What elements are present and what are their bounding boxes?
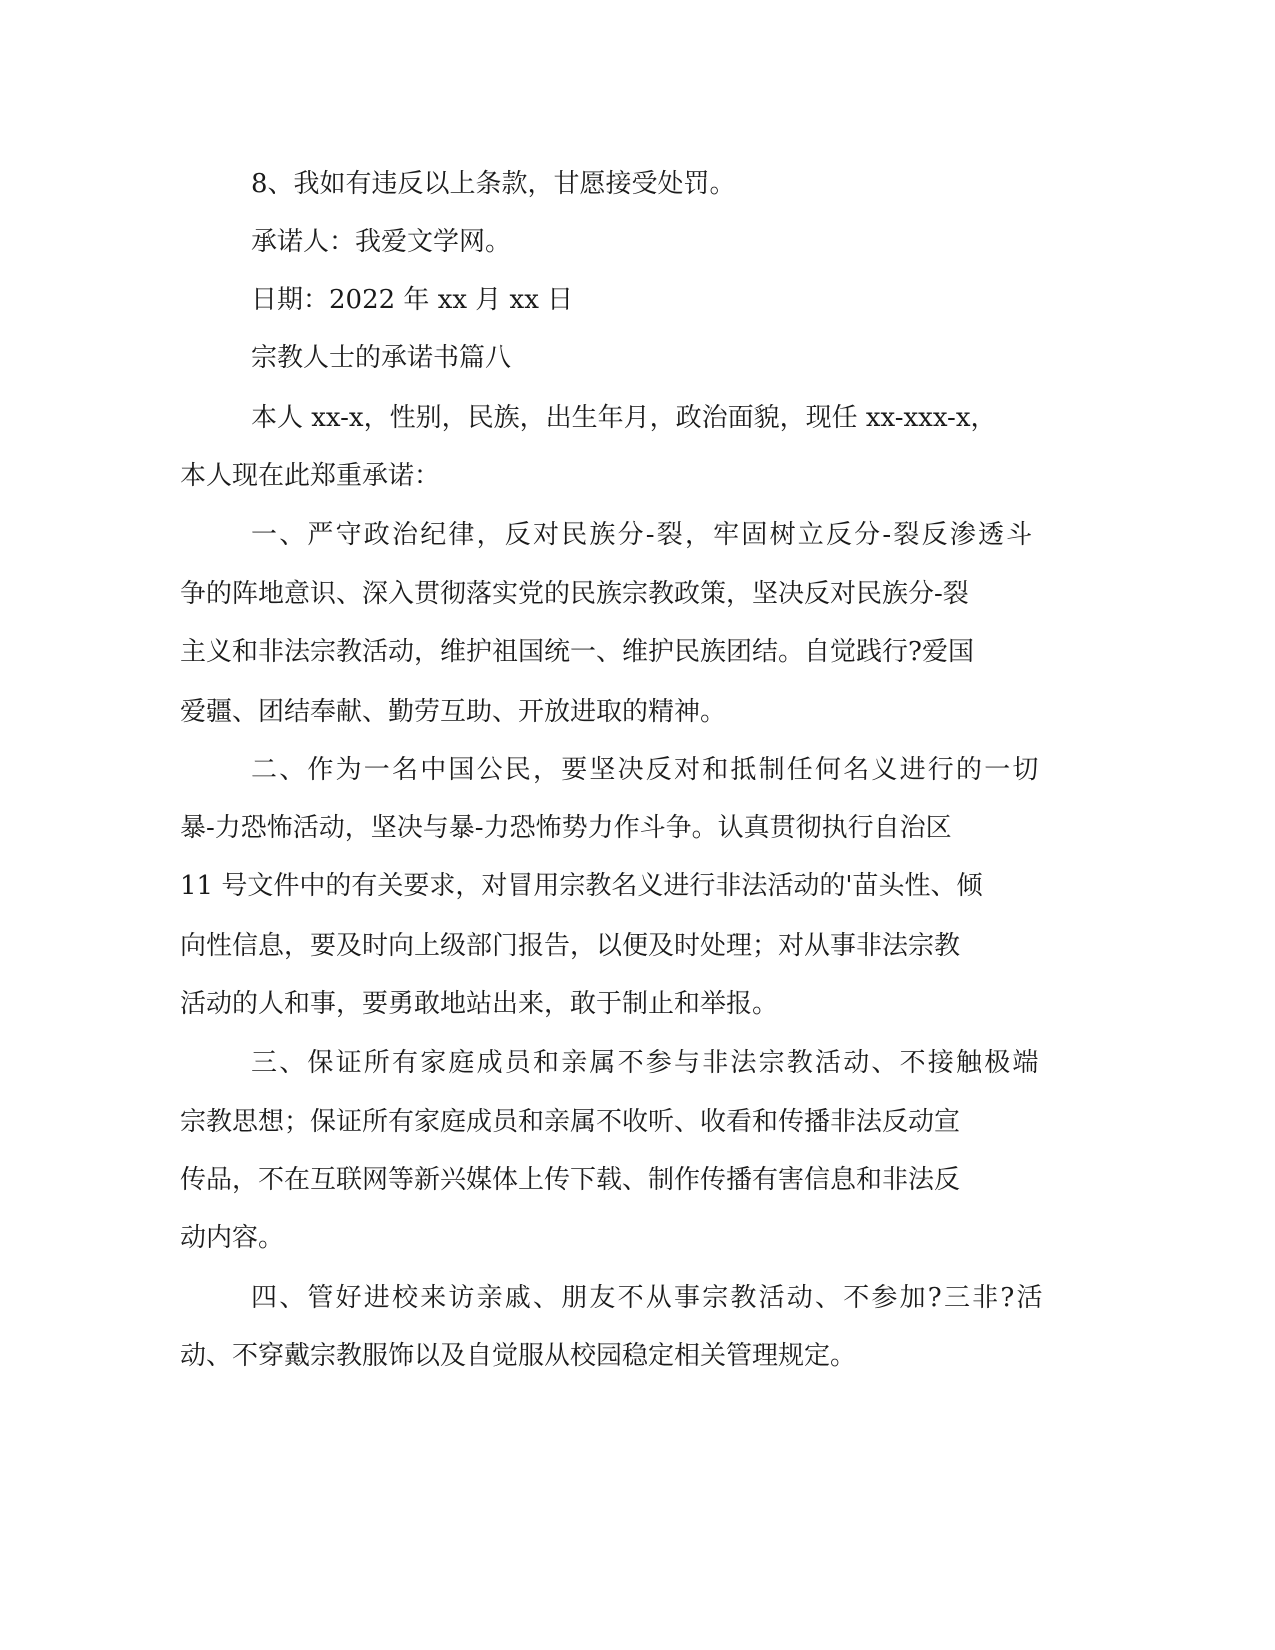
text-line-3: 日期：2022 年 xx 月 xx 日 (251, 285, 574, 315)
text-line-10: 爱疆、团结奉献、勤劳互助、开放进取的精神。 (180, 697, 727, 727)
text-line-21: 动、不穿戴宗教服饰以及自觉服从校园稳定相关管理规定。 (180, 1341, 857, 1371)
text-line-20: 四、管好进校来访亲戚、朋友不从事宗教活动、不参加?三非?活 (251, 1283, 1045, 1313)
text-line-9: 主义和非法宗教活动，维护祖国统一、维护民族团结。自觉践行?爱国 (180, 637, 974, 667)
text-line-12: 暴-力恐怖活动，坚决与暴-力恐怖势力作斗争。认真贯彻执行自治区 (180, 813, 952, 843)
text-line-2: 承诺人：我爱文学网。 (251, 227, 512, 257)
text-line-18: 传品，不在互联网等新兴媒体上传下载、制作传播有害信息和非法反 (180, 1165, 961, 1195)
text-line-4: 宗教人士的承诺书篇八 (251, 343, 512, 373)
text-line-6: 本人现在此郑重承诺： (180, 461, 441, 491)
text-line-16: 三、保证所有家庭成员和亲属不参与非法宗教活动、不接触极端 (251, 1048, 1041, 1078)
text-line-8: 争的阵地意识、深入贯彻落实党的民族宗教政策，坚决反对民族分-裂 (180, 579, 969, 609)
text-line-17: 宗教思想；保证所有家庭成员和亲属不收听、收看和传播非法反动宣 (180, 1107, 961, 1137)
text-line-14: 向性信息，要及时向上级部门报告，以便及时处理；对从事非法宗教 (180, 931, 961, 961)
text-line-11: 二、作为一名中国公民，要坚决反对和抵制任何名义进行的一切 (251, 755, 1041, 785)
text-line-15: 活动的人和事，要勇敢地站出来，敢于制止和举报。 (180, 989, 779, 1019)
text-line-5: 本人 xx-x，性别，民族，出生年月，政治面貌，现任 xx-xxx-x， (251, 403, 997, 433)
text-line-7: 一、严守政治纪律，反对民族分-裂，牢固树立反分-裂反渗透斗 (251, 520, 1035, 550)
text-line-1: 8、我如有违反以上条款，甘愿接受处罚。 (251, 169, 736, 199)
text-line-19: 动内容。 (180, 1223, 285, 1253)
text-line-13: 11 号文件中的有关要求，对冒用宗教名义进行非法活动的'苗头性、倾 (180, 871, 983, 901)
